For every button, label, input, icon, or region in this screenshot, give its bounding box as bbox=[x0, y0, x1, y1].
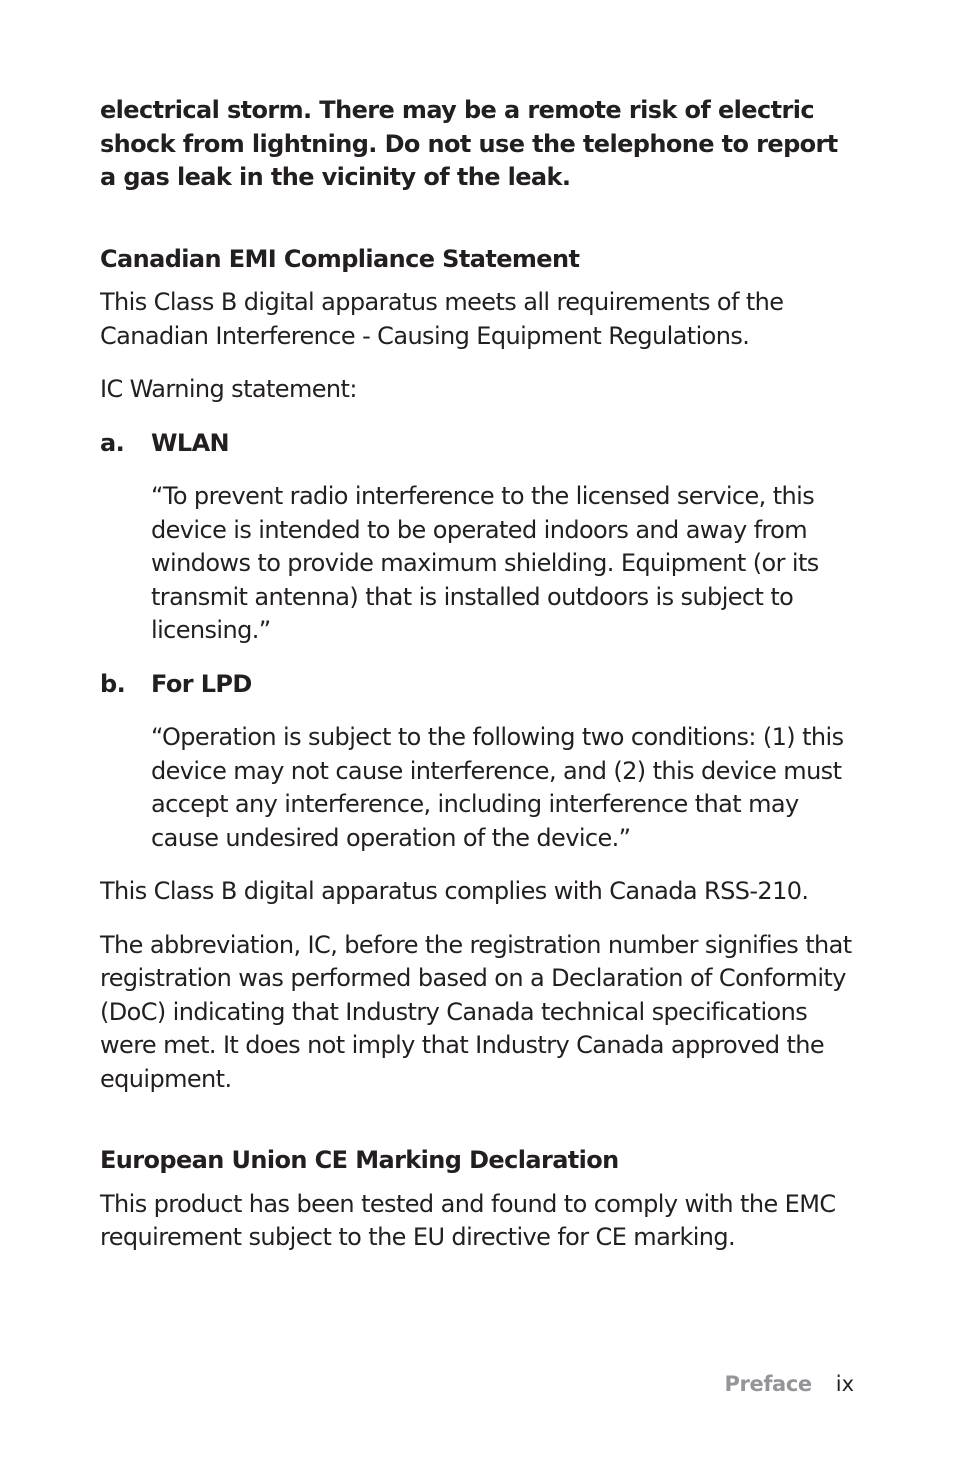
list-item-wlan-text: “To prevent radio interference to the licensed service, this device is intended to be operated indoors and away from windows to provide maximum shielding. Equipment (or its transmit antenna) that is installed outdoors is subject to licensing.” bbox=[151, 482, 819, 644]
list-marker: a. bbox=[100, 428, 125, 457]
rss-210-paragraph: This Class B digital apparatus complies with Canada RSS-210. bbox=[100, 877, 809, 905]
list-item-lpd-text: “Operation is subject to the following two conditions: (1) this device may not cause interference, and (2) this device must accept any interference, including interference that may cause undesired operation of the device.” bbox=[151, 723, 844, 852]
canadian-emi-paragraph: This Class B digital apparatus meets all requirements of the Canadian Interference - Causing Equipment Regulations. bbox=[100, 288, 784, 350]
eu-ce-paragraph: This product has been tested and found to comply with the EMC requirement subject to the EU directive for CE marking. bbox=[100, 1189, 836, 1251]
list-item-lpd-heading bbox=[100, 668, 860, 702]
canadian-emi-title: Canadian EMI Compliance Statement bbox=[100, 244, 580, 273]
list-item-heading: For LPD bbox=[151, 669, 252, 698]
lead-warning-text: electrical storm. There may be a remote risk of electric shock from lightning. Do not use the telephone to report a gas leak in the vicinity of the leak. bbox=[100, 96, 838, 191]
list-item-wlan-heading bbox=[100, 427, 860, 461]
footer-section-label: Preface bbox=[724, 1372, 812, 1396]
page-number: ix bbox=[835, 1372, 854, 1396]
ic-warning-label: IC Warning statement: bbox=[100, 375, 357, 403]
page-footer bbox=[725, 1370, 854, 1398]
list-marker: b. bbox=[100, 669, 126, 698]
list-item-heading: WLAN bbox=[151, 428, 230, 457]
ic-abbreviation-paragraph: The abbreviation, IC, before the registration number signifies that registration was performed based on a Declaration of Conformity (DoC) indicating that Industry Canada technical specifications were met. It does not imply that Industry Canada approved the equipment. bbox=[100, 930, 852, 1093]
document-page bbox=[100, 94, 860, 1255]
eu-ce-title: European Union CE Marking Declaration bbox=[100, 1146, 619, 1174]
